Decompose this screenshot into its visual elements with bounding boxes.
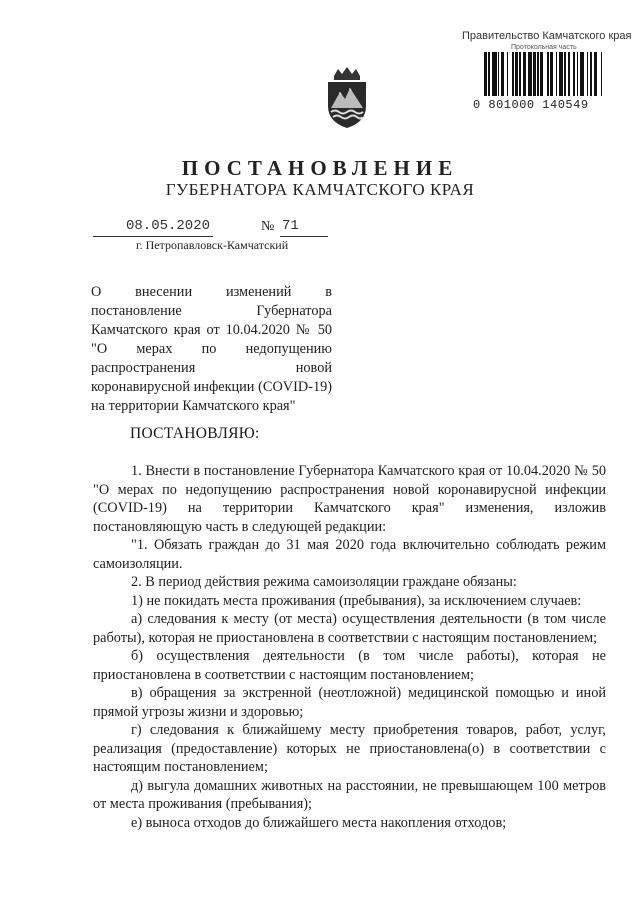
number-sign: № — [261, 219, 275, 234]
document-subject: О внесении изменений в постановление Губернатора Камчатского края от 10.04.2020 № 50 "О мерах по недопущению распространения новой коронавирусной инфекции (COVID-19) на территории Камчатского края" — [91, 284, 332, 414]
paragraph: б) осуществления деятельности (в том числе работы), которая не приостановлена в соответствии с настоящим постановлением; — [93, 648, 606, 683]
stamp-organization: Правительство Камчатского края — [462, 30, 632, 42]
paragraph: 2. В период действия режима самоизоляции граждане обязаны: — [131, 574, 517, 590]
document-body — [93, 462, 606, 832]
document-title: ПОСТАНОВЛЕНИЕ — [181, 156, 459, 180]
paragraph: "1. Обязать граждан до 31 мая 2020 года включительно соблюдать режим самоизоляции. — [93, 537, 606, 572]
coat-of-arms-icon — [322, 66, 372, 130]
document-subtitle: ГУБЕРНАТОРА КАМЧАТСКОГО КРАЯ — [165, 180, 475, 199]
date-underline — [93, 236, 213, 237]
paragraph: а) следования к месту (от места) осуществления деятельности (в том числе работы), которая не приостановлена в соответствии с настоящим постановлением; — [93, 611, 606, 646]
document-city: г. Петропавловск-Камчатский — [136, 238, 289, 252]
paragraph: в) обращения за экстренной (неотложной) медицинской помощью и иной прямой угрозы жизни и здоровью; — [93, 685, 606, 720]
document-date: 08.05.2020 — [126, 218, 211, 234]
barcode-bar — [602, 52, 603, 96]
paragraph: 1) не покидать места проживания (пребывания), за исключением случаев: — [131, 592, 582, 609]
barcode-number: 0 801000 140549 — [473, 98, 589, 112]
paragraph: 1. Внести в постановление Губернатора Камчатского края от 10.04.2020 № 50 "О мерах по недопущению распространения новой коронавирусной инфекции (COVID-19) на территории Камчатского края" изменения, изложив постановляющую часть в следующей редакции: — [93, 463, 606, 535]
paragraph: д) выгула домашних животных на расстоянии, не превышающем 100 метров от места проживания (пребывания); — [93, 777, 606, 812]
paragraph: г) следования к ближайшему месту приобретения товаров, работ, услуг, реализация (предоставление) которых не приостановлена(о) в соответствии с настоящим постановлением; — [93, 722, 606, 775]
document-number: 71 — [282, 218, 299, 234]
paragraph: е) выноса отходов до ближайшего места накопления отходов; — [131, 814, 507, 831]
number-underline — [280, 236, 328, 237]
stamp-subline: Протокольная часть — [511, 44, 577, 51]
resolve-heading: ПОСТАНОВЛЯЮ: — [130, 425, 260, 442]
barcode — [484, 52, 604, 96]
